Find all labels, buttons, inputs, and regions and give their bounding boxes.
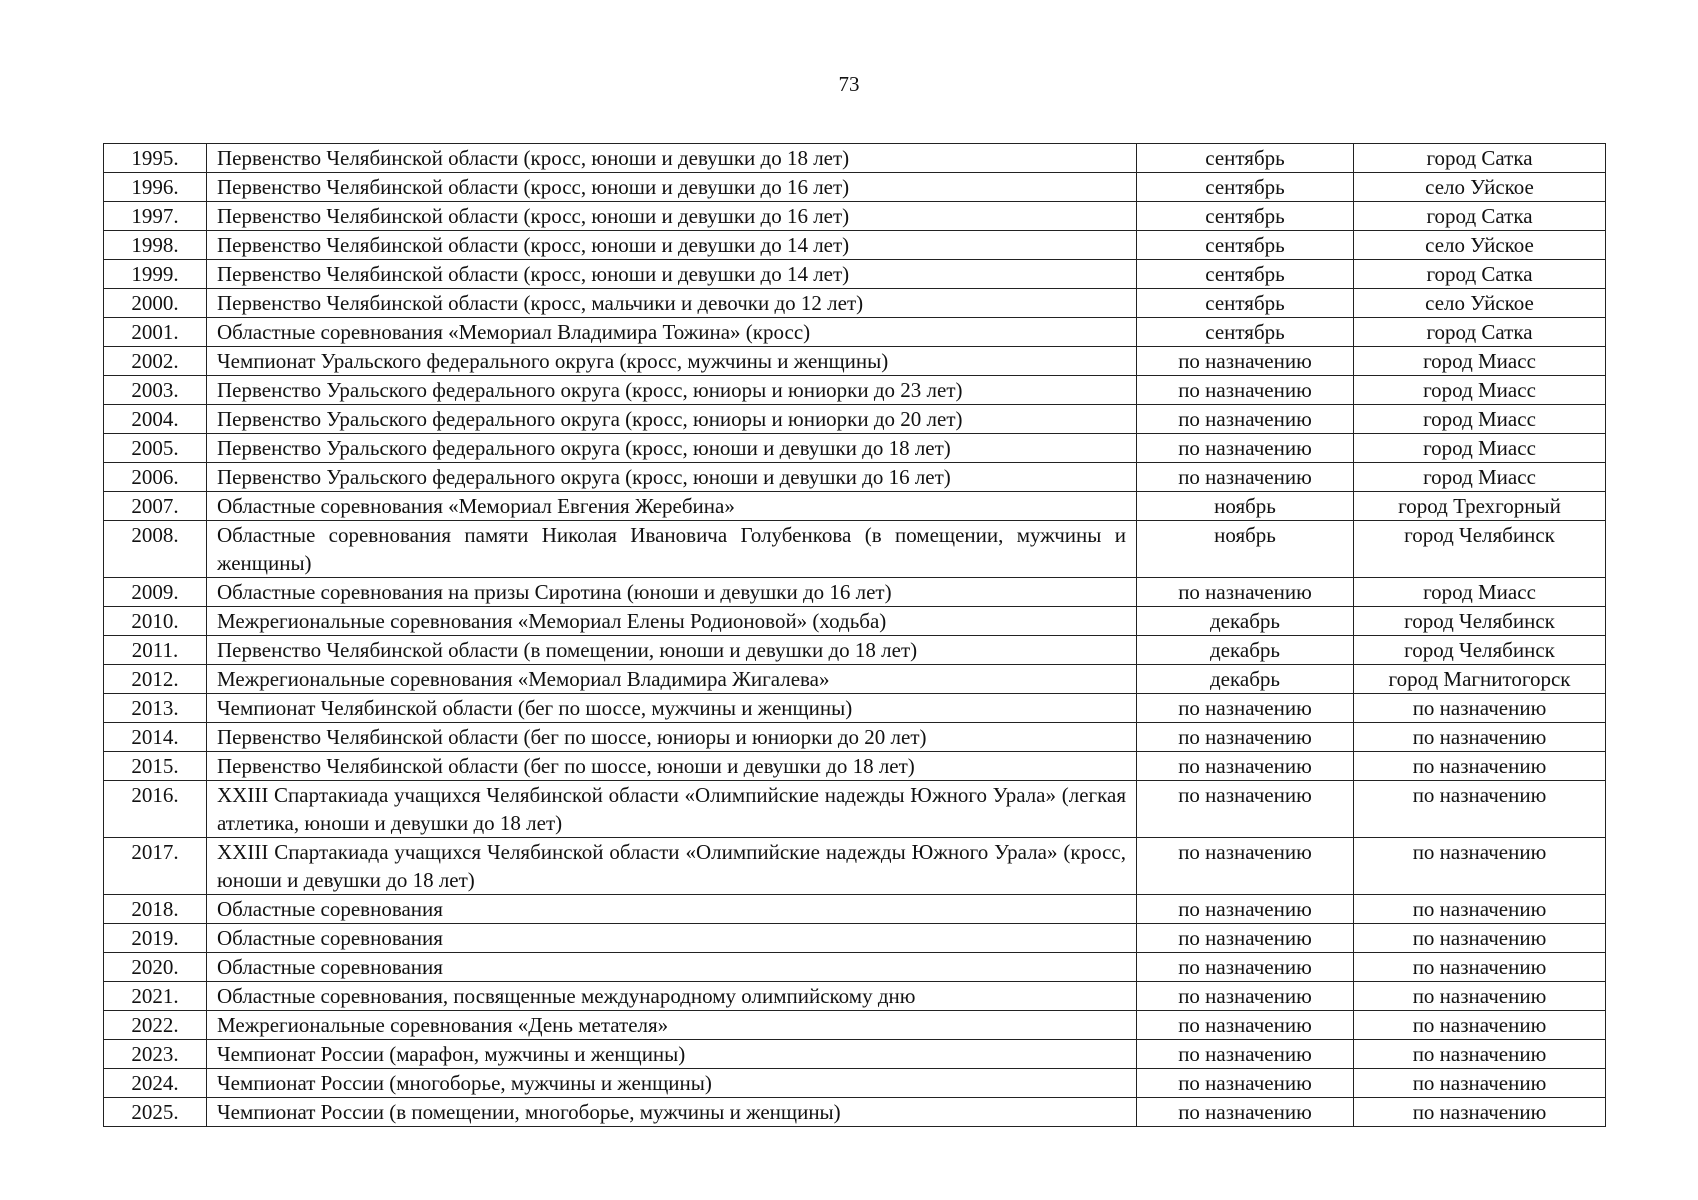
event-place: по назначению (1354, 781, 1606, 838)
table-row (104, 665, 1606, 694)
event-place: город Миасс (1354, 434, 1606, 463)
table-row (104, 231, 1606, 260)
event-date: по назначению (1137, 1040, 1354, 1069)
event-place: по назначению (1354, 1011, 1606, 1040)
row-number: 2004. (104, 405, 207, 434)
event-date: по назначению (1137, 752, 1354, 781)
row-number: 2015. (104, 752, 207, 781)
row-number: 2009. (104, 578, 207, 607)
events-table-body (104, 144, 1606, 1127)
event-date: по назначению (1137, 434, 1354, 463)
row-number: 2003. (104, 376, 207, 405)
row-number: 2025. (104, 1098, 207, 1127)
event-place: город Миасс (1354, 463, 1606, 492)
event-place: по назначению (1354, 1069, 1606, 1098)
table-row (104, 636, 1606, 665)
event-name: Первенство Челябинской области (кросс, юноши и девушки до 16 лет) (207, 202, 1137, 231)
table-row (104, 144, 1606, 173)
event-name: Областные соревнования (207, 895, 1137, 924)
event-place: город Челябинск (1354, 607, 1606, 636)
table-row (104, 405, 1606, 434)
event-name: XXIII Спартакиада учащихся Челябинской области «Олимпийские надежды Южного Урала» (легкая атлетика, юноши и девушки до 18 лет) (207, 781, 1137, 838)
table-row (104, 924, 1606, 953)
event-name: Межрегиональные соревнования «Мемориал Елены Родионовой» (ходьба) (207, 607, 1137, 636)
event-name: Первенство Уральского федерального округа (кросс, юниоры и юниорки до 20 лет) (207, 405, 1137, 434)
table-row (104, 492, 1606, 521)
event-name: Первенство Уральского федерального округа (кросс, юноши и девушки до 16 лет) (207, 463, 1137, 492)
row-number: 2020. (104, 953, 207, 982)
row-number: 2005. (104, 434, 207, 463)
event-name: Первенство Челябинской области (кросс, юноши и девушки до 14 лет) (207, 231, 1137, 260)
table-row (104, 347, 1606, 376)
event-name: Межрегиональные соревнования «День метателя» (207, 1011, 1137, 1040)
page-number: 73 (838, 72, 860, 96)
row-number: 1998. (104, 231, 207, 260)
event-date: по назначению (1137, 895, 1354, 924)
event-place: город Миасс (1354, 578, 1606, 607)
event-name: XXIII Спартакиада учащихся Челябинской области «Олимпийские надежды Южного Урала» (кросс, юноши и девушки до 18 лет) (207, 838, 1137, 895)
row-number: 2019. (104, 924, 207, 953)
event-date: декабрь (1137, 636, 1354, 665)
event-place: по назначению (1354, 838, 1606, 895)
table-row (104, 376, 1606, 405)
table-row (104, 1069, 1606, 1098)
row-number: 1995. (104, 144, 207, 173)
row-number: 2010. (104, 607, 207, 636)
row-number: 2008. (104, 521, 207, 578)
event-date: по назначению (1137, 376, 1354, 405)
event-name: Областные соревнования (207, 953, 1137, 982)
event-name: Областные соревнования (207, 924, 1137, 953)
row-number: 2017. (104, 838, 207, 895)
event-name: Первенство Челябинской области (кросс, юноши и девушки до 14 лет) (207, 260, 1137, 289)
table-row (104, 752, 1606, 781)
row-number: 2022. (104, 1011, 207, 1040)
event-name: Первенство Уральского федерального округа (кросс, юниоры и юниорки до 23 лет) (207, 376, 1137, 405)
event-place: город Сатка (1354, 202, 1606, 231)
event-place: по назначению (1354, 1040, 1606, 1069)
table-row (104, 173, 1606, 202)
event-date: по назначению (1137, 463, 1354, 492)
table-row (104, 982, 1606, 1011)
row-number: 2021. (104, 982, 207, 1011)
event-date: по назначению (1137, 781, 1354, 838)
row-number: 2023. (104, 1040, 207, 1069)
event-name: Первенство Челябинской области (бег по шоссе, юниоры и юниорки до 20 лет) (207, 723, 1137, 752)
table-row (104, 318, 1606, 347)
event-date: сентябрь (1137, 318, 1354, 347)
event-place: город Магнитогорск (1354, 665, 1606, 694)
event-name: Первенство Челябинской области (кросс, мальчики и девочки до 12 лет) (207, 289, 1137, 318)
table-row (104, 1011, 1606, 1040)
event-date: ноябрь (1137, 492, 1354, 521)
event-date: по назначению (1137, 953, 1354, 982)
event-place: город Сатка (1354, 318, 1606, 347)
table-row (104, 694, 1606, 723)
table-row (104, 521, 1606, 578)
row-number: 2024. (104, 1069, 207, 1098)
table-row (104, 723, 1606, 752)
event-name: Областные соревнования «Мемориал Евгения Жеребина» (207, 492, 1137, 521)
event-date: по назначению (1137, 578, 1354, 607)
event-place: по назначению (1354, 953, 1606, 982)
event-name: Областные соревнования на призы Сиротина (юноши и девушки до 16 лет) (207, 578, 1137, 607)
event-place: город Миасс (1354, 405, 1606, 434)
event-place: по назначению (1354, 1098, 1606, 1127)
row-number: 2006. (104, 463, 207, 492)
table-row (104, 202, 1606, 231)
table-row (104, 289, 1606, 318)
event-date: декабрь (1137, 607, 1354, 636)
event-place: по назначению (1354, 723, 1606, 752)
event-date: ноябрь (1137, 521, 1354, 578)
table-row (104, 1098, 1606, 1127)
event-name: Первенство Челябинской области (кросс, юноши и девушки до 18 лет) (207, 144, 1137, 173)
event-date: по назначению (1137, 982, 1354, 1011)
event-name: Чемпионат России (многоборье, мужчины и женщины) (207, 1069, 1137, 1098)
row-number: 2012. (104, 665, 207, 694)
row-number: 2014. (104, 723, 207, 752)
table-row (104, 838, 1606, 895)
event-name: Чемпионат России (в помещении, многоборье, мужчины и женщины) (207, 1098, 1137, 1127)
row-number: 2018. (104, 895, 207, 924)
table-row (104, 463, 1606, 492)
event-date: сентябрь (1137, 202, 1354, 231)
row-number: 2002. (104, 347, 207, 376)
table-row (104, 607, 1606, 636)
event-place: по назначению (1354, 982, 1606, 1011)
event-place: город Челябинск (1354, 521, 1606, 578)
event-date: декабрь (1137, 665, 1354, 694)
event-name: Первенство Уральского федерального округа (кросс, юноши и девушки до 18 лет) (207, 434, 1137, 463)
event-place: город Трехгорный (1354, 492, 1606, 521)
table-row (104, 895, 1606, 924)
event-name: Чемпионат Уральского федерального округа (кросс, мужчины и женщины) (207, 347, 1137, 376)
event-date: сентябрь (1137, 260, 1354, 289)
event-place: по назначению (1354, 924, 1606, 953)
event-date: сентябрь (1137, 144, 1354, 173)
event-date: по назначению (1137, 838, 1354, 895)
event-place: по назначению (1354, 895, 1606, 924)
event-place: село Уйское (1354, 173, 1606, 202)
event-date: по назначению (1137, 347, 1354, 376)
event-name: Чемпионат Челябинской области (бег по шоссе, мужчины и женщины) (207, 694, 1137, 723)
row-number: 2011. (104, 636, 207, 665)
table-row (104, 953, 1606, 982)
event-date: сентябрь (1137, 173, 1354, 202)
row-number: 2016. (104, 781, 207, 838)
event-date: по назначению (1137, 1011, 1354, 1040)
event-name: Областные соревнования памяти Николая Ивановича Голубенкова (в помещении, мужчины и женщины) (207, 521, 1137, 578)
event-place: село Уйское (1354, 289, 1606, 318)
event-place: по назначению (1354, 694, 1606, 723)
event-date: по назначению (1137, 723, 1354, 752)
event-name: Первенство Челябинской области (бег по шоссе, юноши и девушки до 18 лет) (207, 752, 1137, 781)
events-table (103, 143, 1606, 1127)
event-date: сентябрь (1137, 289, 1354, 318)
event-date: по назначению (1137, 405, 1354, 434)
row-number: 2013. (104, 694, 207, 723)
event-date: по назначению (1137, 694, 1354, 723)
event-date: по назначению (1137, 1098, 1354, 1127)
table-row (104, 781, 1606, 838)
event-place: город Сатка (1354, 144, 1606, 173)
row-number: 2000. (104, 289, 207, 318)
row-number: 2001. (104, 318, 207, 347)
table-row (104, 434, 1606, 463)
event-date: по назначению (1137, 1069, 1354, 1098)
event-place: город Миасс (1354, 376, 1606, 405)
event-name: Чемпионат России (марафон, мужчины и женщины) (207, 1040, 1137, 1069)
event-name: Областные соревнования «Мемориал Владимира Тожина» (кросс) (207, 318, 1137, 347)
event-name: Первенство Челябинской области (в помещении, юноши и девушки до 18 лет) (207, 636, 1137, 665)
event-place: село Уйское (1354, 231, 1606, 260)
event-name: Первенство Челябинской области (кросс, юноши и девушки до 16 лет) (207, 173, 1137, 202)
event-place: город Челябинск (1354, 636, 1606, 665)
event-date: по назначению (1137, 924, 1354, 953)
table-row (104, 578, 1606, 607)
row-number: 1996. (104, 173, 207, 202)
event-name: Межрегиональные соревнования «Мемориал Владимира Жигалева» (207, 665, 1137, 694)
row-number: 2007. (104, 492, 207, 521)
row-number: 1999. (104, 260, 207, 289)
event-date: сентябрь (1137, 231, 1354, 260)
event-place: город Сатка (1354, 260, 1606, 289)
table-row (104, 1040, 1606, 1069)
event-name: Областные соревнования, посвященные международному олимпийскому дню (207, 982, 1137, 1011)
event-place: по назначению (1354, 752, 1606, 781)
table-row (104, 260, 1606, 289)
row-number: 1997. (104, 202, 207, 231)
event-place: город Миасс (1354, 347, 1606, 376)
